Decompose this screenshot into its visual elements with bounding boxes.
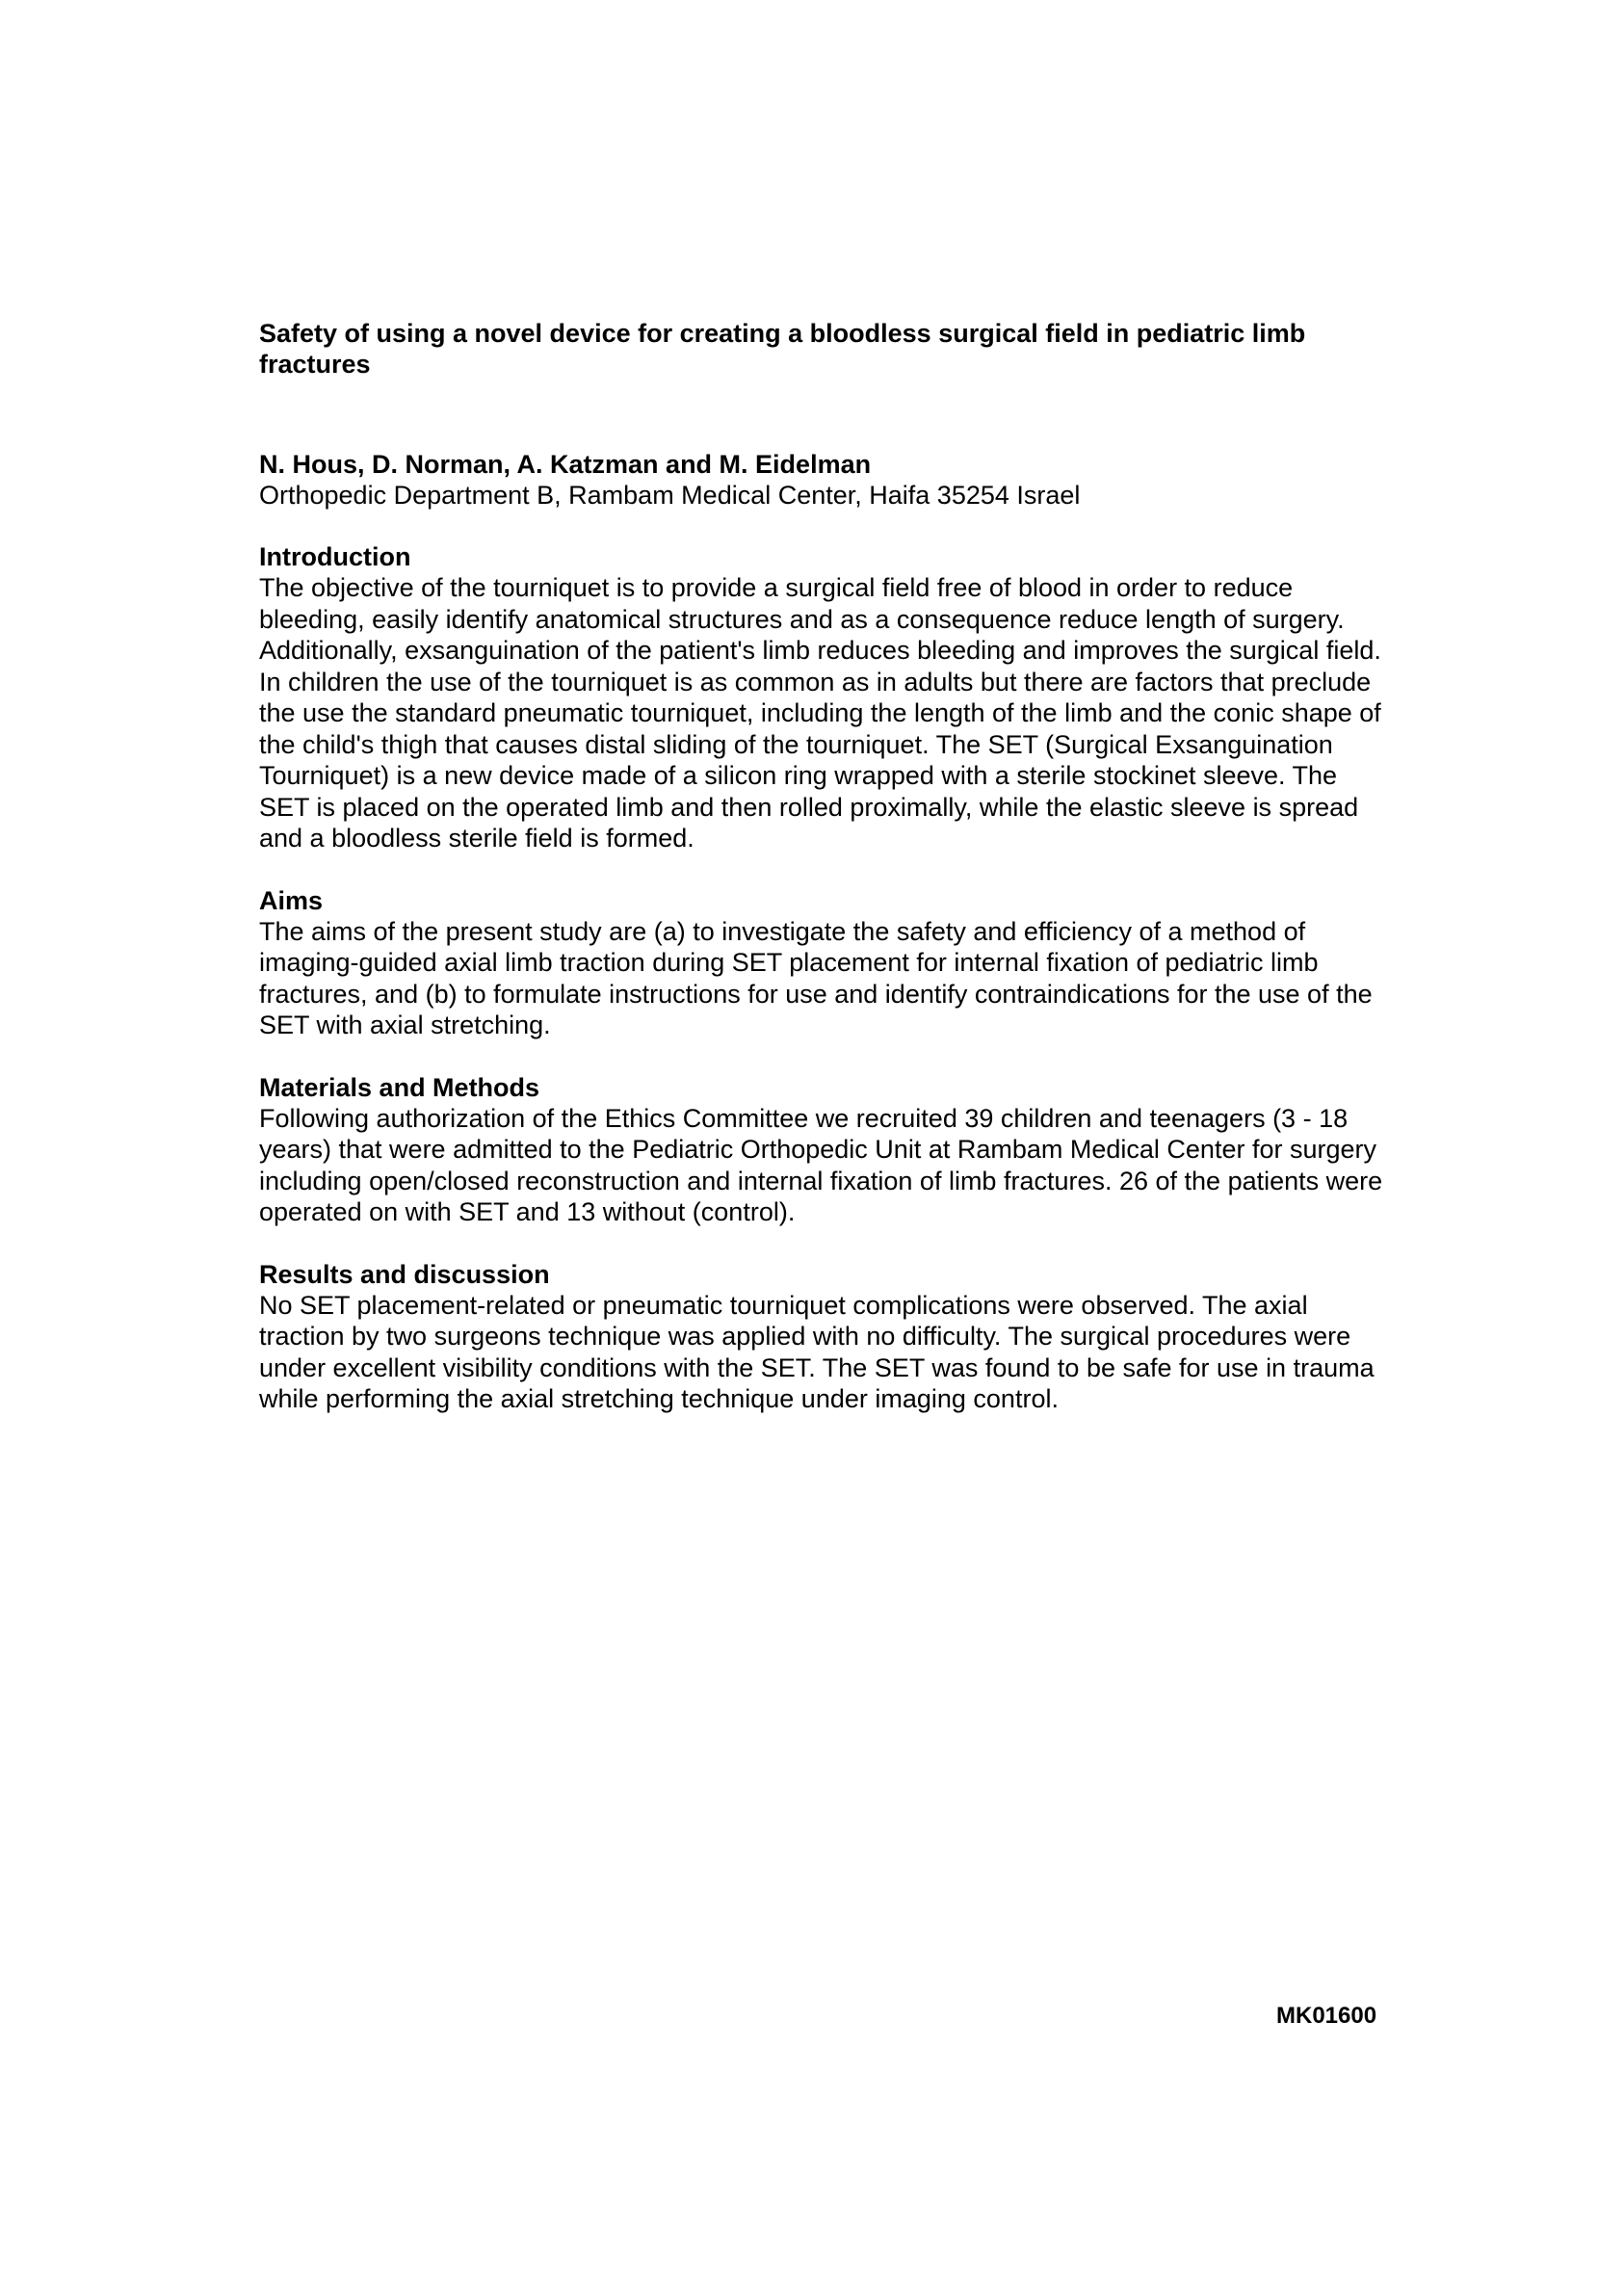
- section-heading: Introduction: [259, 542, 411, 571]
- section-heading: Results and discussion: [259, 1259, 550, 1289]
- section-heading: Materials and Methods: [259, 1072, 540, 1102]
- section-body: Following authorization of the Ethics Committee we recruited 39 children and teenagers (3 - 18 years) that were admitted to the Pediatric Orthopedic Unit at Rambam Medical Center for surgery including open/closed reconstruction and internal fixation of limb fractures. 26 of the patients were operated on with SET and 13 without (control).: [259, 1103, 1383, 1226]
- affiliation: Orthopedic Department B, Rambam Medical Center, Haifa 35254 Israel: [259, 481, 1081, 510]
- section-results-discussion: [259, 1259, 1386, 1415]
- author-list: N. Hous, D. Norman, A. Katzman and M. Eidelman: [259, 450, 872, 479]
- abstract-code: MK01600: [1276, 2003, 1377, 2029]
- section-body: The objective of the tourniquet is to provide a surgical field free of blood in order to reduce bleeding, easily identify anatomical structures and as a consequence reduce length of surgery. Additionally, exsanguination of the patient's limb reduces bleeding and improves the surgical field. In children the use of the tourniquet is as common as in adults but there are factors that preclude the use the standard pneumatic tourniquet, including the length of the limb and the conic shape of the child's thigh that causes distal sliding of the tourniquet. The SET (Surgical Exsanguination Tourniquet) is a new device made of a silicon ring wrapped with a sterile stockinet sleeve. The SET is placed on the operated limb and then rolled proximally, while the elastic sleeve is spread and a bloodless sterile field is formed.: [259, 573, 1381, 853]
- abstract-title: Safety of using a novel device for creating a bloodless surgical field in pediatric limb fractures: [259, 319, 1306, 379]
- section-body: No SET placement-related or pneumatic tourniquet complications were observed. The axial traction by two surgeons technique was applied with no difficulty. The surgical procedures were under excellent visibility conditions with the SET. The SET was found to be safe for use in trauma while performing the axial stretching technique under imaging control.: [259, 1290, 1375, 1413]
- section-materials-methods: [259, 1072, 1386, 1228]
- section-heading: Aims: [259, 885, 324, 915]
- section-body: The aims of the present study are (a) to investigate the safety and efficiency of a method of imaging-guided axial limb traction during SET placement for internal fixation of pediatric limb fractures, and (b) to formulate instructions for use and identify contraindications for the use of the SET with axial stretching.: [259, 916, 1373, 1039]
- section-aims: [259, 885, 1386, 1041]
- section-introduction: [259, 541, 1386, 854]
- abstract-content: [259, 318, 1386, 1415]
